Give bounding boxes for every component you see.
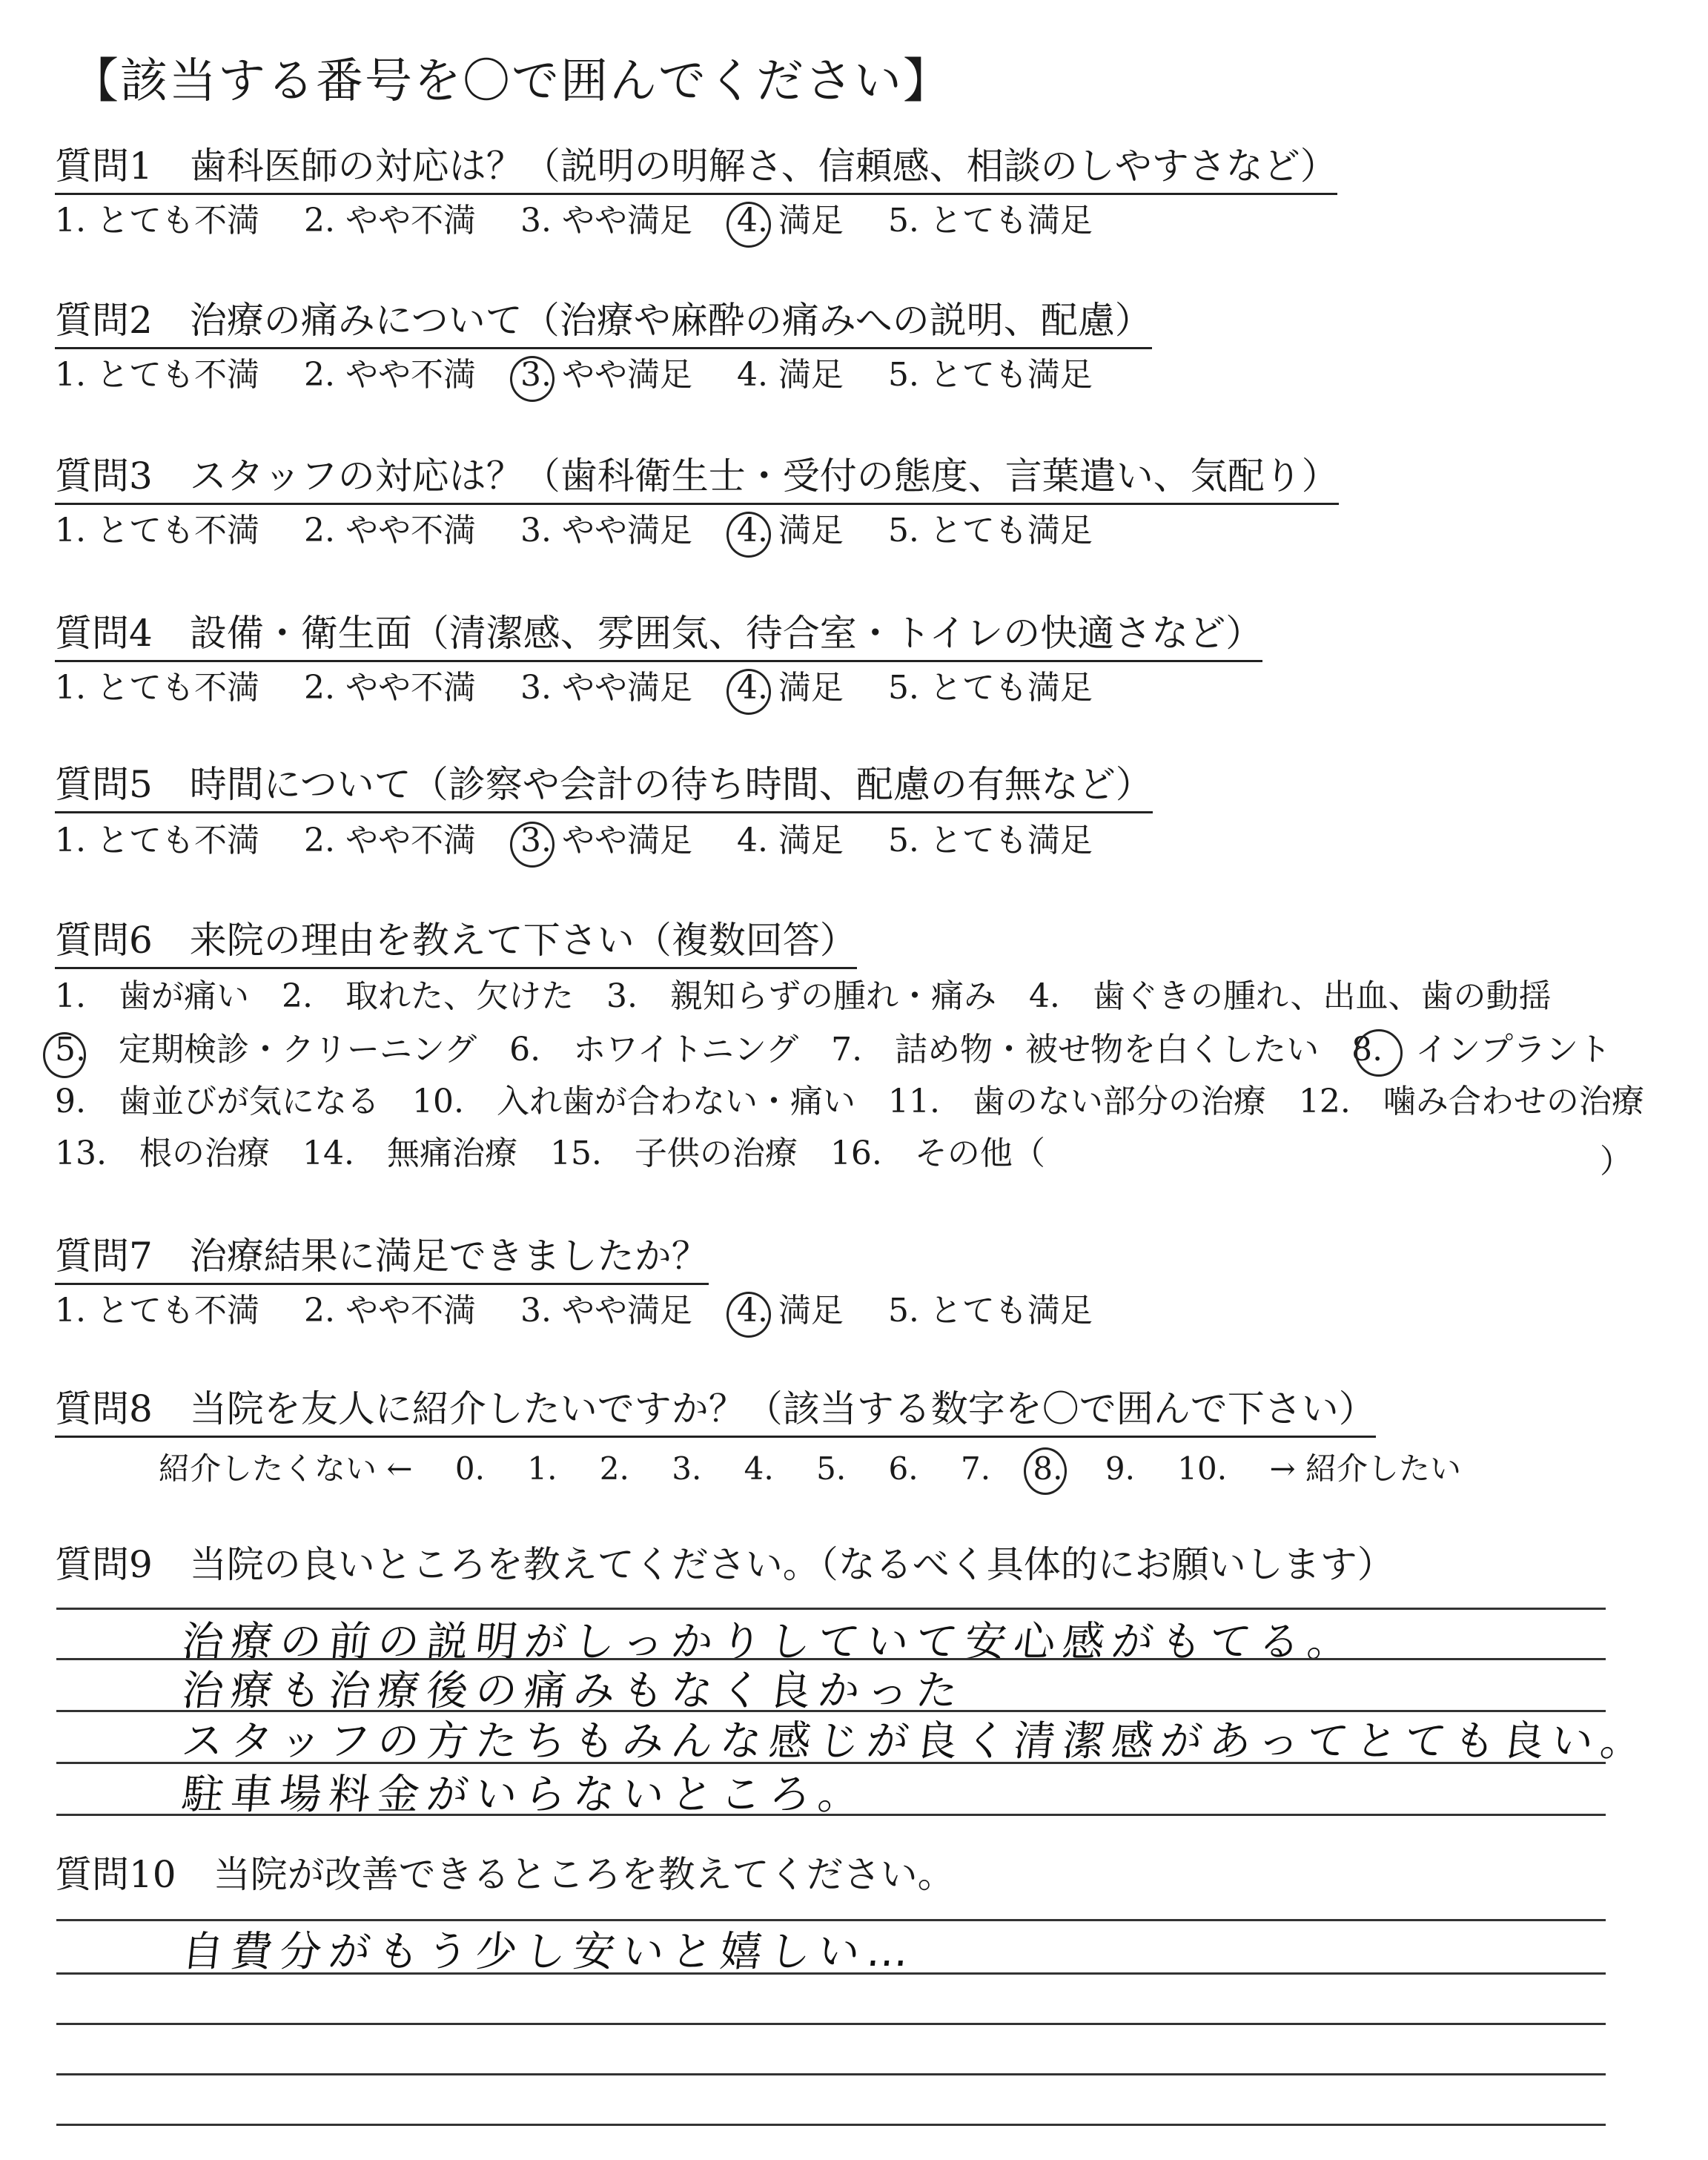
recommend-scale <box>159 1444 1494 1489</box>
question-3-title: 質問3 スタッフの対応は？（歯科衛生士・受付の態度、言葉遣い、気配り） <box>55 455 1339 505</box>
q1-option-2[interactable]: 2. やや不満 <box>303 202 476 240</box>
scale-3[interactable]: 3. <box>672 1450 702 1487</box>
q5-option-3-selected[interactable]: 3. やや満足 <box>520 822 692 859</box>
scale-10[interactable]: 10. <box>1177 1450 1228 1487</box>
q2-option-3-selected[interactable]: 3. やや満足 <box>520 356 692 394</box>
q5-option-2[interactable]: 2. やや不満 <box>303 822 476 859</box>
scale-left-label: 紹介したくない ← <box>159 1450 413 1487</box>
q7-option-4-selected[interactable]: 4. 満足 <box>736 1292 844 1330</box>
question-4-title: 質問4 設備・衛生面（清潔感、雰囲気、待合室・トイレの快適さなど） <box>55 612 1262 662</box>
page-title: 【該当する番号を〇で囲んでください】 <box>71 54 952 109</box>
answer-line <box>56 2073 1606 2075</box>
question-6-title: 質問6 来院の理由を教えて下さい（複数回答） <box>55 919 857 969</box>
question-5-title: 質問5 時間について（診察や会計の待ち時間、配慮の有無など） <box>55 764 1153 813</box>
question-4-options <box>55 669 1127 708</box>
q3-option-3[interactable]: 3. やや満足 <box>520 512 692 549</box>
scale-5[interactable]: 5. <box>816 1450 847 1487</box>
q9-answer-2[interactable]: 治療も治療後の痛みもなく良かった <box>179 1667 967 1715</box>
q4-option-5[interactable]: 5. とても満足 <box>887 669 1093 707</box>
scale-6[interactable]: 6. <box>888 1450 918 1487</box>
question-1-options <box>55 202 1127 241</box>
q6-row-4[interactable]: 13. 根の治療 14. 無痛治療 15. 子供の治療 16. その他（ <box>55 1135 1045 1172</box>
question-2-title: 質問2 治療の痛みについて（治療や麻酔の痛みへの説明、配慮） <box>55 300 1152 349</box>
scale-right-label: → 紹介したい <box>1269 1450 1461 1487</box>
question-7-title: 質問7 治療結果に満足できましたか？ <box>55 1235 709 1285</box>
scale-7[interactable]: 7. <box>960 1450 991 1487</box>
q6-other-close-paren: ） <box>1600 1143 1632 1180</box>
q6-row-1[interactable]: 1. 歯が痛い 2. 取れた、欠けた 3. 親知らずの腫れ・痛み 4. 歯ぐきの腫れ、出血、歯の動揺 <box>55 977 1552 1015</box>
scale-9[interactable]: 9. <box>1105 1450 1135 1487</box>
q7-option-2[interactable]: 2. やや不満 <box>303 1292 476 1330</box>
scale-8-selected[interactable]: 8. <box>1033 1450 1063 1487</box>
q3-option-4-selected[interactable]: 4. 満足 <box>736 512 844 549</box>
q1-option-4-selected[interactable]: 4. 満足 <box>736 202 844 240</box>
q2-option-5[interactable]: 5. とても満足 <box>887 356 1093 394</box>
q1-option-3[interactable]: 3. やや満足 <box>520 202 692 240</box>
question-8-title: 質問8 当院を友人に紹介したいですか？（該当する数字を〇で囲んで下さい） <box>55 1388 1376 1438</box>
q6-circle-5-mark <box>43 1032 86 1078</box>
question-3-options <box>55 512 1127 551</box>
scale-2[interactable]: 2. <box>599 1450 629 1487</box>
question-10-title: 質問10 当院が改善できるところを教えてください。 <box>55 1853 955 1896</box>
q2-option-1[interactable]: 1. とても不満 <box>55 356 259 394</box>
question-7-options <box>55 1292 1127 1331</box>
q3-option-1[interactable]: 1. とても不満 <box>55 512 259 549</box>
answer-line <box>56 2124 1606 2126</box>
q5-option-1[interactable]: 1. とても不満 <box>55 822 259 859</box>
scale-0[interactable]: 0. <box>454 1450 485 1487</box>
q4-option-2[interactable]: 2. やや不満 <box>303 669 476 707</box>
q6-circle-8-mark <box>1355 1029 1403 1077</box>
answer-line <box>56 2023 1606 2025</box>
q1-option-1[interactable]: 1. とても不満 <box>55 202 259 240</box>
q5-option-5[interactable]: 5. とても満足 <box>887 822 1093 859</box>
question-2-options <box>55 356 1127 395</box>
answer-line <box>56 1972 1606 1975</box>
q9-answer-1[interactable]: 治療の前の説明がしっかりしていて安心感がもてる。 <box>179 1618 1359 1666</box>
q4-option-3[interactable]: 3. やや満足 <box>520 669 692 707</box>
q7-option-3[interactable]: 3. やや満足 <box>520 1292 692 1330</box>
q2-option-4[interactable]: 4. 満足 <box>736 356 844 394</box>
q4-option-4-selected[interactable]: 4. 満足 <box>736 669 844 707</box>
q7-option-5[interactable]: 5. とても満足 <box>887 1292 1093 1330</box>
question-1-title: 質問1 歯科医師の対応は？（説明の明解さ、信頼感、相談のしやすさなど） <box>55 145 1337 195</box>
q5-option-4[interactable]: 4. 満足 <box>736 822 844 859</box>
q7-option-1[interactable]: 1. とても不満 <box>55 1292 259 1330</box>
q2-option-2[interactable]: 2. やや不満 <box>303 356 476 394</box>
q6-row-2[interactable]: 5. 定期検診・クリーニング 6. ホワイトニング 7. 詰め物・被せ物を白くしたい 8. インプラント <box>55 1031 1612 1069</box>
q3-option-5[interactable]: 5. とても満足 <box>887 512 1093 549</box>
q6-row-3[interactable]: 9. 歯並びが気になる 10. 入れ歯が合わない・痛い 11. 歯のない部分の治療 12. 噛み合わせの治療 <box>55 1083 1644 1120</box>
scale-1[interactable]: 1. <box>527 1450 557 1487</box>
q4-option-1[interactable]: 1. とても不満 <box>55 669 259 707</box>
q3-option-2[interactable]: 2. やや不満 <box>303 512 476 549</box>
scale-4[interactable]: 4. <box>744 1450 774 1487</box>
question-5-options <box>55 822 1127 861</box>
question-9-title: 質問9 当院の良いところを教えてください。（なるべく具体的にお願いします） <box>55 1543 1394 1586</box>
q9-answer-4[interactable]: 駐車場料金がいらないところ。 <box>179 1771 870 1819</box>
q10-answer-1[interactable]: 自費分がもう少し安いと嬉しい… <box>179 1928 918 1976</box>
q1-option-5[interactable]: 5. とても満足 <box>887 202 1093 240</box>
answer-line <box>56 1814 1606 1816</box>
q9-answer-3[interactable]: スタッフの方たちもみんな感じが良く清潔感があってとても良い。 <box>179 1717 1652 1766</box>
